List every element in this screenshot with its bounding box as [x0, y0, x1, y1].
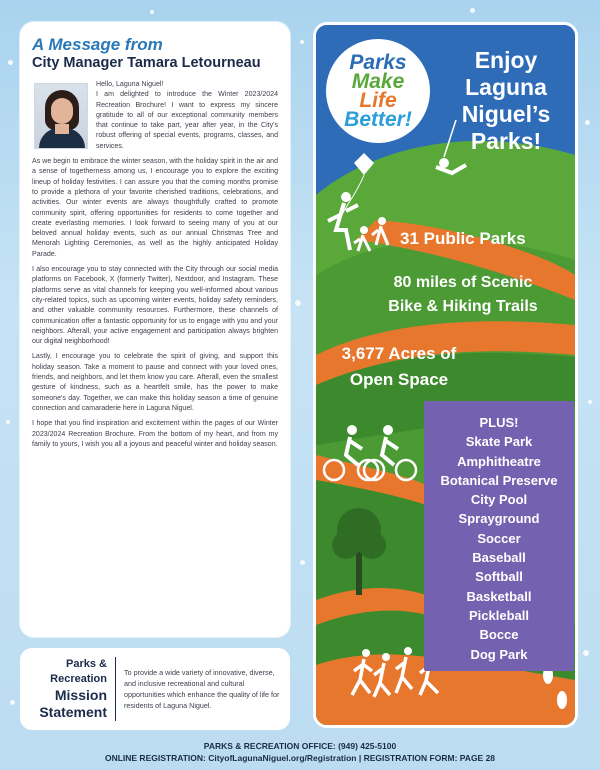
amenity-item: Bocce	[479, 627, 519, 643]
amenity-item: Botanical Preserve	[440, 472, 558, 488]
parks-make-life-better-logo	[326, 39, 430, 143]
stat-acres-line: Open Space	[349, 370, 449, 389]
mission-text: To provide a wide variety of innovative, diverse, and inclusive recreational and cultural opportunities which enhance the quality of life for residents of Laguna Niguel.	[124, 668, 280, 710]
message-title: City Manager Tamara Letourneau	[32, 55, 261, 71]
amenity-item: Sprayground	[458, 511, 540, 527]
logo-word: Life	[359, 89, 397, 112]
amenity-item: Baseball	[472, 550, 526, 566]
amenity-item: City Pool	[470, 492, 528, 508]
headline-line: Parks!	[470, 128, 542, 154]
logo-word: Parks	[349, 51, 407, 74]
amenities-list	[424, 413, 574, 664]
amenity-item: Amphitheatre	[457, 453, 541, 469]
stat-trails-line: 80 miles of Scenic	[393, 274, 533, 291]
message-paragraph: I also encourage you to stay connected with the City through our social media platforms on Facebook, X (formerly Twitter), Nextdoor, and Instagram. These platforms serve as vital channels for keeping you well-informed about various city-related topics, such as upcoming winter events, holiday safety reminders, and other valuable community resources. Furthermore, these channels of communication offer a fantastic opportunity for us to engage with you and your neighbors. Afterall, your active engagement and participation always brighten our digital neighborhood!	[32, 266, 278, 346]
message-kicker: A Message from	[32, 35, 163, 54]
logo-word: Better!	[344, 108, 412, 131]
page-footer	[0, 740, 600, 765]
stat-trails	[352, 271, 574, 319]
stat-acres-line: 3,677 Acres of	[341, 344, 457, 363]
mission-label	[30, 657, 116, 721]
amenity-item: Basketball	[466, 588, 532, 604]
city-manager-photo	[34, 83, 88, 149]
registration-info: ONLINE REGISTRATION: CityofLagunaNiguel.org/Registration | REGISTRATION FORM: PAGE 28	[104, 753, 496, 763]
message-body	[32, 80, 278, 450]
mission-label-line: Parks &	[66, 658, 107, 670]
poster-headline	[438, 47, 574, 155]
message-greeting: Hello, Laguna Niguel!	[96, 81, 164, 88]
stat-trails-line: Bike & Hiking Trails	[388, 298, 538, 315]
logo-word: Make	[351, 70, 405, 93]
parks-poster	[313, 22, 578, 728]
stat-public-parks: 31 Public Parks	[400, 229, 526, 248]
amenity-item: Dog Park	[470, 646, 528, 662]
stat-acres	[324, 341, 474, 393]
office-phone: PARKS & RECREATION OFFICE: (949) 425-5100	[203, 741, 397, 751]
mission-label-line: Mission	[54, 687, 107, 703]
headline-line: Niguel’s	[461, 101, 551, 127]
headline-line: Laguna	[465, 74, 547, 100]
headline-line: Enjoy	[474, 47, 538, 73]
mission-statement-card	[20, 648, 290, 730]
mission-label-line: Statement	[39, 704, 107, 720]
amenity-item: Softball	[475, 569, 523, 585]
mission-label-line: Recreation	[50, 673, 107, 685]
message-paragraph: I hope that you find inspiration and excitement within the pages of our Winter 2023/2024 Recreation Brochure. From the bottom of my heart, and from my family to yours, I wish you all a joyous and peaceful winter and holiday season.	[32, 420, 278, 448]
amenity-item: Soccer	[477, 530, 521, 546]
amenity-item: Pickleball	[469, 607, 529, 623]
message-paragraph: As we begin to embrace the winter season, with the holiday spirit in the air and a sense of togetherness among us, I encourage you to explore the exciting lineup of holiday festivities. I can assure you that the coming months promise to provide a plethora of your favorite cherished traditions, celebrations, and activities. Our winter events are always thoughtfully crafted to promote community spirit, offering opportunities for residents to come together and create everlasting memories. I look forward to seeing many of you at our beloved annual holiday events, such as our annual Christmas Tree and Menorah Lighting Ceremonies, as well as the highly anticipated Holiday Parade.	[32, 158, 278, 258]
amenity-item: Skate Park	[465, 434, 533, 450]
city-manager-message-card	[20, 22, 290, 637]
amenity-item: PLUS!	[479, 415, 519, 430]
message-paragraph: I am delighted to introduce the Winter 2023/2024 Recreation Brochure! I want to express my sincere gratitude to all of our exceptional community members that continue to take part, year after year, in the City's robust offering of special events, programs, classes, and services.	[96, 91, 278, 150]
message-paragraph: Lastly, I encourage you to celebrate the spirit of giving, and support this holiday season. Take a moment to pause and connect with your loved ones, friends, and neighbors, and let them know you care. Afterall, even the smallest gesture of kindness, such as a heartfelt smile, has the power to make someone's day. Together, we can make this holiday season a time of genuine connection and camaraderie here in Laguna Niguel.	[32, 353, 278, 412]
